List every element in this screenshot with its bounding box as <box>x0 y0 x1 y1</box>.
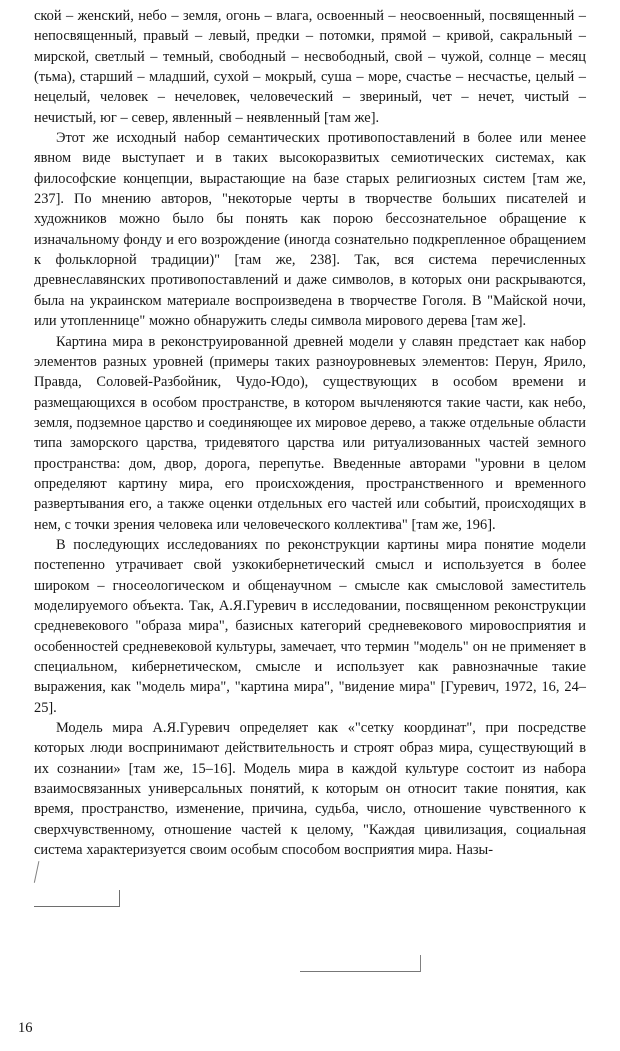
pen-mark-underline <box>34 906 119 907</box>
page-number: 16 <box>18 1020 33 1036</box>
pen-mark-underline-secondary <box>300 971 420 972</box>
page-body <box>34 6 586 860</box>
paragraph: ской – женский, небо – земля, огонь – влага, освоенный – неосвоенный, посвященный – непосвященный, правый – левый, предки – потомки, прямой – кривой, сакральный – мирской, светлый – темный, свободный – несвободный, свой – чужой, солнце – месяц (тьма), старший – младший, сухой – мокрый, суша – море, счастье – несчастье, целый – нецелый, человек – нечеловек, человеческий – звериный, чет – нечет, чистый – нечистый, юг – север, явленный – неявленный [там же]. <box>34 8 586 126</box>
paragraph: Этот же исходный набор семантических противопоставлений в более или менее явном виде выступает и в таких высокоразвитых семиотических системах, как философские концепции, вырастающие на базе старых религиозных систем [там же, 237]. По мнению авторов, "некоторые черты в творчестве больших писателей и художников можно было бы понять как порою бессознательное обращение к изначальному фонду и его возрождение (иногда сознательно подкрепленное обращением к фольклорной традиции)" [там же, 238]. Так, вся система перечисленных древнеславянских противопоставлений и даже символов, в которых они раскрываются, была на украинском материале воспроизведена в творчестве Гоголя. В "Майской ночи, или утопленнице" можно обнаружить следы символа мирового дерева [там же]. <box>34 130 586 330</box>
pen-mark-slash <box>34 861 49 885</box>
pen-mark-vertical <box>119 890 120 907</box>
paragraph: Картина мира в реконструированной древней модели у славян предстает как набор элементов разных уровней (примеры таких разноуровневых элементов: Перун, Ярило, Правда, Соловей-Разбойник, Чудо-Юдо), существующих в особом времени и размещающихся в особом пространстве, в котором вычленяются такие части, как небо, земля, подземное царство и соединяющее их мировое дерево, а также отдельные области типа заморского царства, тридевятого царства или ритуализованных частей земного пространства: дом, двор, дорога, перепутье. Введенные авторами "уровни в целом определяют картину мира, его происхождения, пространственного и временного развертывания его, а также оценки отдельных его частей или событий, происходящих в нем, с точки зрения человека или человеческого коллектива" [там же, 196]. <box>34 333 586 533</box>
paragraph: Модель мира А.Я.Гуревич определяет как «"сетку координат", при посредстве которых люди воспринимают действительность и строят образ мира, существующий в их сознании» [там же, 15–16]. Модель мира в каждой культуре состоит из набора взаимосвязанных универсальных понятий, к которым он относит такие понятия, как время, пространство, изменение, причина, судьба, число, отношение чувственного к сверхчувственному, отношение частей к целому, "Каждая цивилизация, социальная система характеризуется своим особым способом восприятия мира. Назы- <box>34 720 586 859</box>
pen-mark-vertical-secondary <box>420 955 421 972</box>
paragraph: В последующих исследованиях по реконструкции картины мира понятие модели постепенно утрачивает свой узкокибернетический смысл и используется в более широком – гносеологическом и общенаучном – смысле как смысловой заместитель моделируемого объекта. Так, А.Я.Гуревич в исследовании, посвященном реконструкции средневекового "образа мира", базисных категорий средневекового мировосприятия и особенностей средневековой культуры, замечает, что термин "модель" он не применяет в специальном, кибернетическом, смысле и использует как равнозначные такие выражения, как "модель мира", "картина мира", "видение мира" [Гуревич, 1972, 16, 24–25]. <box>34 536 586 716</box>
